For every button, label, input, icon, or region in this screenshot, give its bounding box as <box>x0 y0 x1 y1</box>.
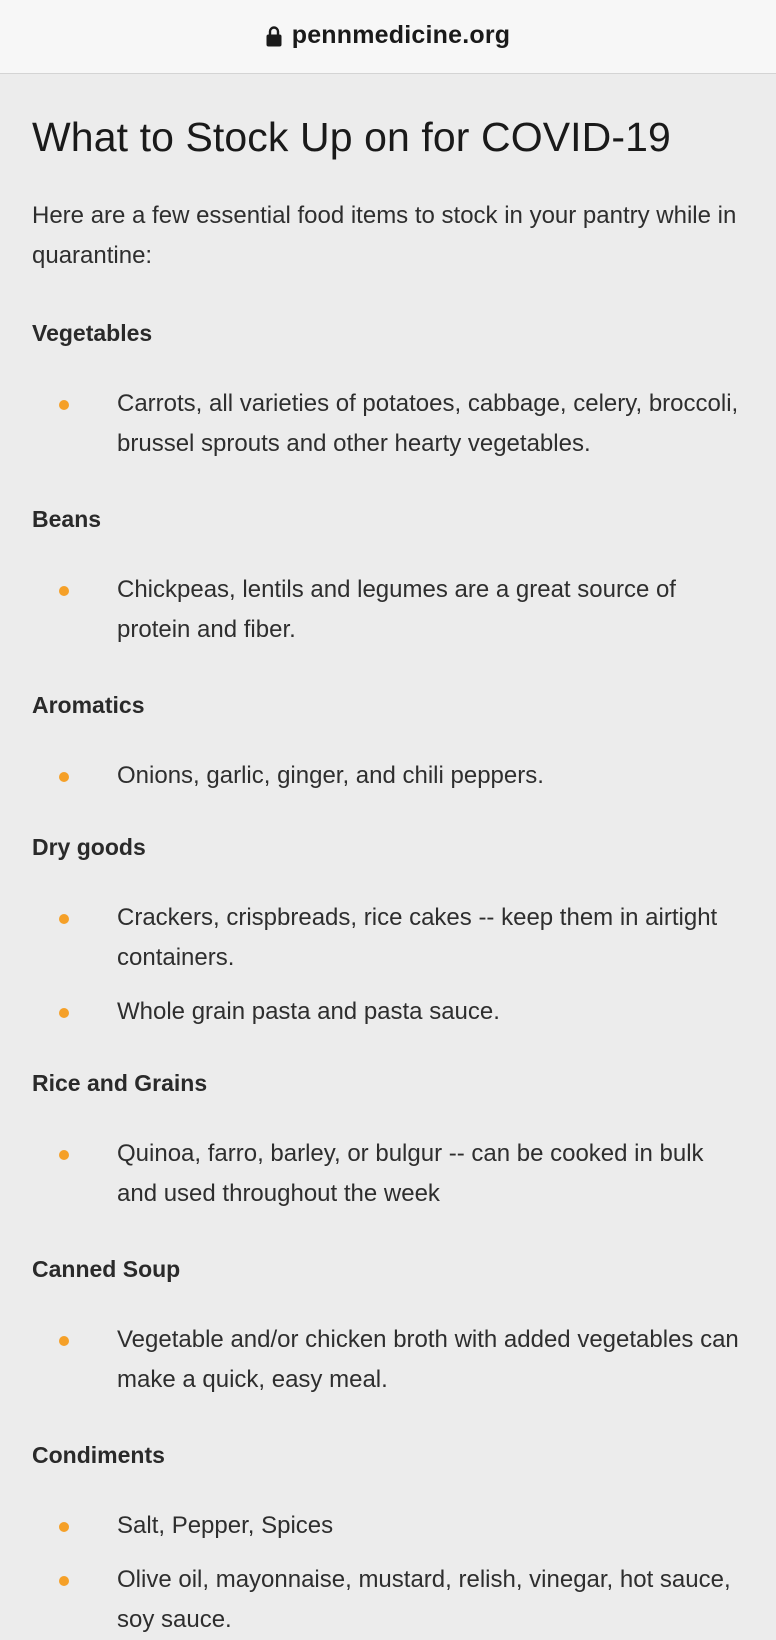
list-item <box>32 756 744 796</box>
list-item <box>32 570 744 650</box>
list-item <box>32 1320 744 1400</box>
bullet-list <box>32 898 744 1032</box>
bullet-list <box>32 1134 744 1214</box>
bullet-list <box>32 756 744 796</box>
url-text[interactable]: pennmedicine.org <box>291 21 511 49</box>
list-item <box>32 1134 744 1214</box>
bullet-dot-icon <box>59 1522 69 1532</box>
list-item <box>32 1560 744 1640</box>
bullet-list <box>32 570 744 650</box>
section-heading: Vegetables <box>32 320 153 346</box>
list-item-text: Quinoa, farro, barley, or bulgur -- can be cooked in bulk and used throughout the week <box>117 1140 704 1207</box>
list-item-text: Whole grain pasta and pasta sauce. <box>117 998 500 1025</box>
intro-paragraph: Here are a few essential food items to stock in your pantry while in quarantine: <box>32 202 737 269</box>
list-item-text: Olive oil, mayonnaise, mustard, relish, vinegar, hot sauce, soy sauce. <box>117 1566 731 1633</box>
bullet-dot-icon <box>59 772 69 782</box>
list-item-text: Crackers, crispbreads, rice cakes -- keep them in airtight containers. <box>117 904 718 971</box>
list-item-text: Vegetable and/or chicken broth with added vegetables can make a quick, easy meal. <box>117 1326 739 1393</box>
bullet-dot-icon <box>59 1576 69 1586</box>
bullet-list <box>32 384 744 464</box>
list-item <box>32 1506 744 1546</box>
list-item-text: Onions, garlic, ginger, and chili peppers. <box>117 762 544 789</box>
article-content <box>0 110 776 1640</box>
bullet-dot-icon <box>59 400 69 410</box>
section-heading: Dry goods <box>32 834 146 860</box>
list-item-text: Salt, Pepper, Spices <box>117 1512 334 1539</box>
url-display[interactable] <box>266 21 511 50</box>
list-item-text: Carrots, all varieties of potatoes, cabbage, celery, broccoli, brussel sprouts and other hearty vegetables. <box>117 390 739 457</box>
bullet-dot-icon <box>59 1008 69 1018</box>
section-heading: Aromatics <box>32 692 145 718</box>
bullet-dot-icon <box>59 586 69 596</box>
bullet-dot-icon <box>59 1150 69 1160</box>
bullet-list <box>32 1506 744 1640</box>
bullet-list <box>32 1320 744 1400</box>
list-item <box>32 992 744 1032</box>
section-heading: Beans <box>32 506 102 532</box>
section-heading: Canned Soup <box>32 1256 181 1282</box>
section-heading: Rice and Grains <box>32 1070 208 1096</box>
list-item <box>32 384 744 464</box>
lock-icon <box>266 25 282 47</box>
bullet-dot-icon <box>59 1336 69 1346</box>
section-heading: Condiments <box>32 1442 165 1468</box>
list-item <box>32 898 744 978</box>
browser-url-bar[interactable] <box>0 0 776 74</box>
list-item-text: Chickpeas, lentils and legumes are a great source of protein and fiber. <box>117 576 676 643</box>
stock-sections <box>32 318 744 1640</box>
bullet-dot-icon <box>59 914 69 924</box>
page-title: What to Stock Up on for COVID-19 <box>32 114 671 160</box>
